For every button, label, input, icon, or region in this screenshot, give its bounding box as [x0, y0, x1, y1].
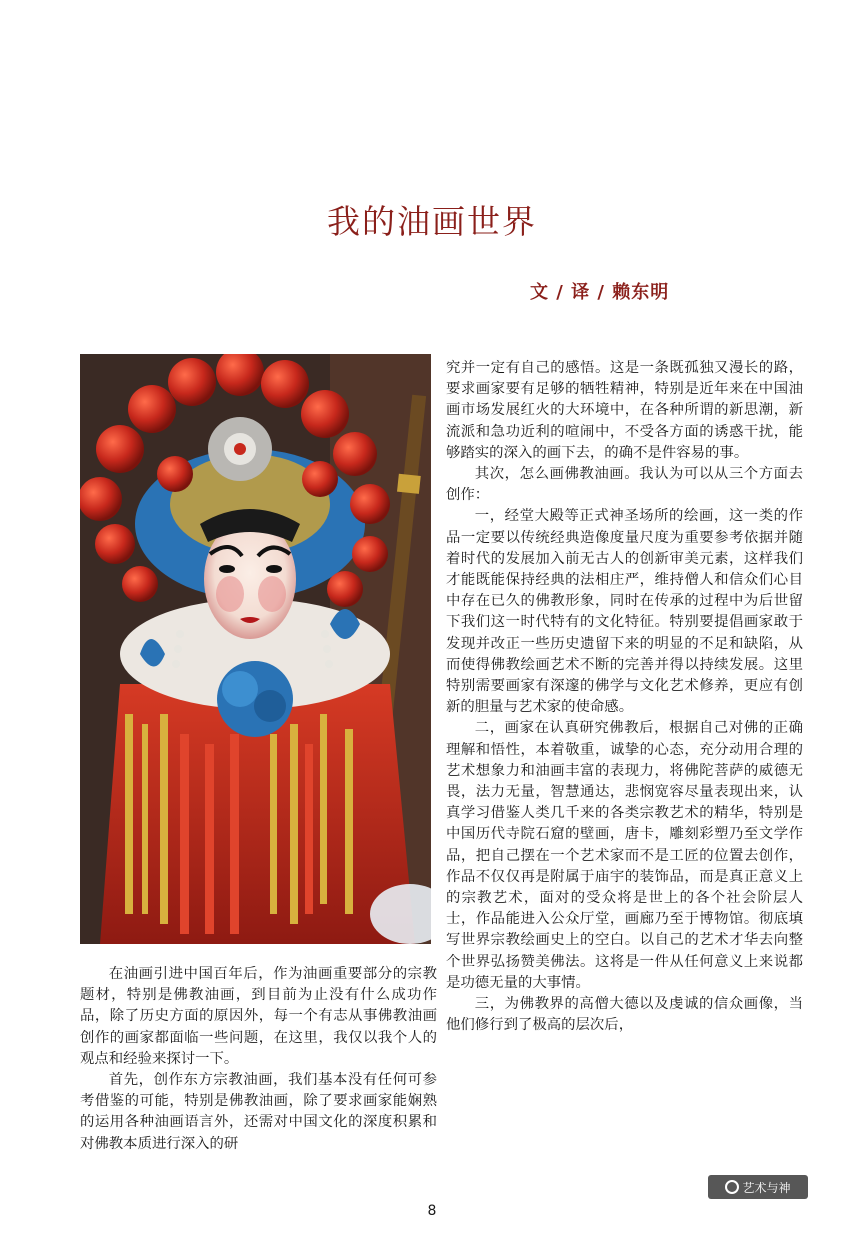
paragraph: 在油画引进中国百年后，作为油画重要部分的宗教题材，特别是佛教油画，到目前为止没有什么成功作品，除了历史方面的原因外，每一个有志从事佛教油画创作的画家都面临一些问题，在这里，我仅以我个人的观点和经验来探讨一下。 [80, 966, 437, 1067]
right-text-column [446, 358, 803, 1037]
left-text-column [80, 964, 437, 1155]
paragraph: 首先，创作东方宗教油画，我们基本没有任何可参考借鉴的可能，特别是佛教油画，除了要求画家能娴熟的运用各种油画语言外，还需对中国文化的深度积累和对佛教本质进行深入的研 [80, 1072, 437, 1152]
paragraph: 二，画家在认真研究佛教后，根据自己对佛的正确理解和悟性，本着敬重，诚挚的心态，充分动用合理的艺术想象力和油画丰富的表现力，将佛陀菩萨的威德无畏，法力无量，智慧通达，悲悯宽容尽量表现出来，认真学习借鉴人类几千来的各类宗教艺术的精华，特别是中国历代寺院石窟的壁画，唐卡，雕刻彩塑乃至文学作品，把自己摆在一个艺术家而不是工匠的位置去创作，作品不仅仅再是附属于庙宇的装饰品，而是真正意义上的宗教艺术，面对的受众将是世上的各个社会阶层人士，作品能进入公众厅堂，画廊乃至于博物馆。彻底填写世界宗教绘画史上的空白。以自己的艺术才华去向整个世界弘扬赞美佛法。这将是一件从任何意义上来说都是功德无量的大事情。 [446, 720, 803, 991]
paragraph: 一，经堂大殿等正式神圣场所的绘画，这一类的作品一定要以传统经典造像度量尺度为重要参考依据并随着时代的发展加入前无古人的创新审美元素，这样我们才能既能保持经典的法相庄严，维持僧人和信众们心目中存在已久的佛教形象，同时在传承的过程中为后世留下我们这一时代特有的文化特征。特别要提倡画家敢于发现并改正一些历史遗留下来的明显的不足和缺陷，从而使得佛教绘画艺术不断的完善并得以持续发展。这里特别需要画家有深邃的佛学与文化艺术修养，更应有创新的胆量与艺术家的使命感。 [446, 508, 803, 716]
paragraph: 其次，怎么画佛教油画。我认为可以从三个方面去创作： [446, 466, 803, 504]
article-title: 我的油画世界 [327, 202, 537, 241]
paragraph: 三，为佛教界的高僧大德以及虔诚的信众画像，当他们修行到了极高的层次后， [446, 996, 803, 1034]
author-byline: 文 / 译 / 赖东明 [530, 282, 670, 303]
watermark-logo-icon [725, 1180, 739, 1194]
paragraph-continuation: 究并一定有自己的感悟。这是一条既孤独又漫长的路，要求画家要有足够的牺牲精神，特别是近年来在中国油画市场发展红火的大环境中，在各种所谓的新思潮，新流派和急功近利的喧闹中，不受各方面的诱惑干扰，能够踏实的深入的画下去，的确不是件容易的事。 [446, 360, 803, 461]
watermark-badge [708, 1175, 808, 1199]
page-number: 8 [427, 1203, 437, 1219]
opera-painting-image [80, 354, 431, 944]
watermark-text: 艺术与神 [742, 1180, 791, 1195]
